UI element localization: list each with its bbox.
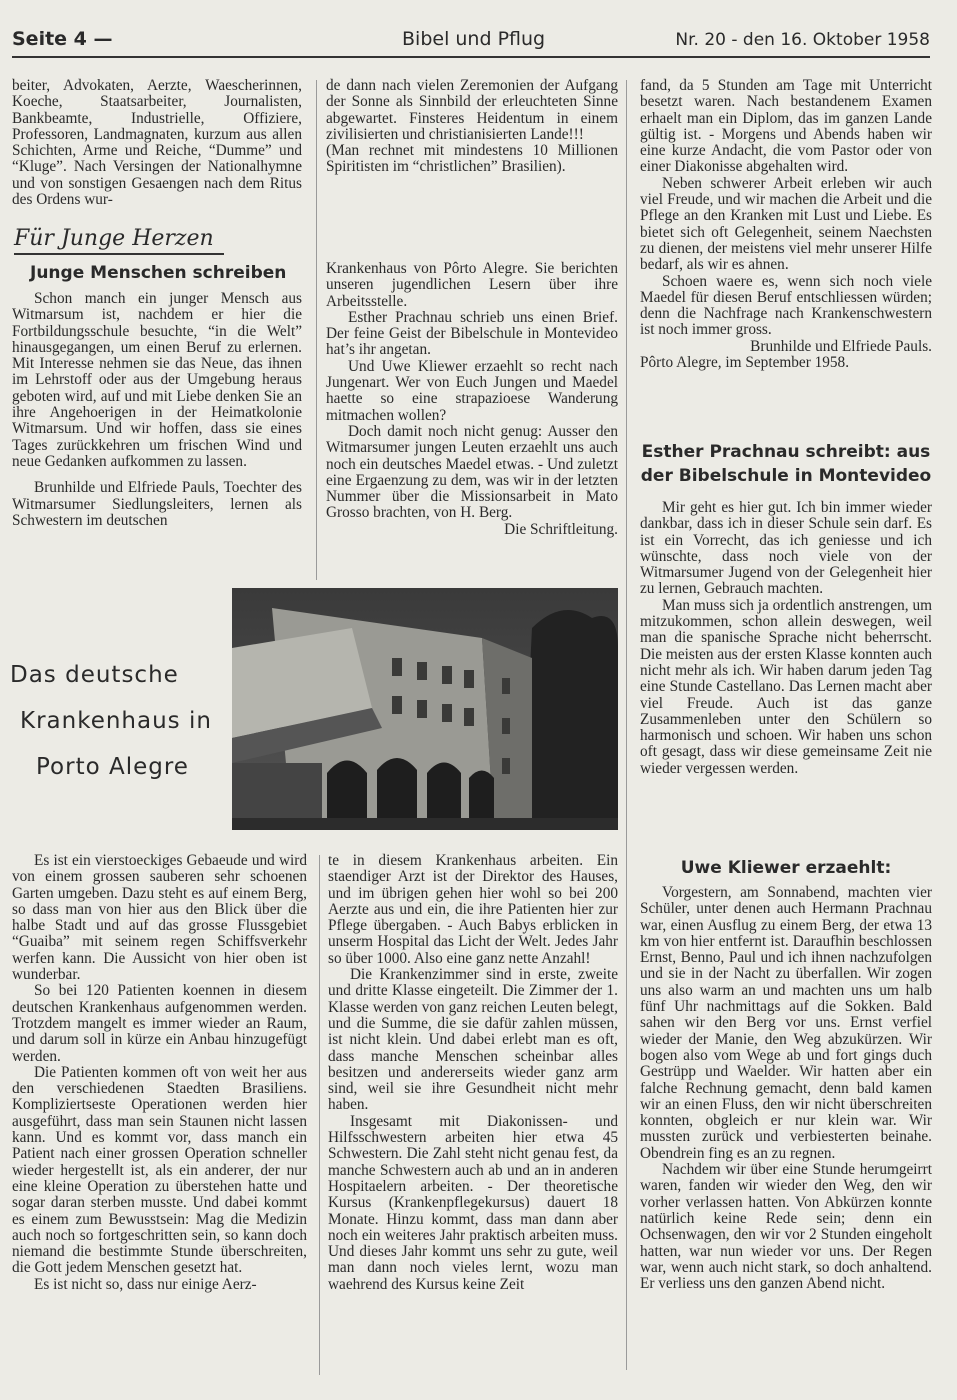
junge-col1-text: Schon manch ein junger Mensch aus Witmarsum ist, nachdem er hier die Fortbildungsschule besuchte, “in die Welt” hinausgegangen, um einen Beruf zu erlernen. Mit Interesse nehmen sie das Neue, das ihnen im Lehrstoff oder aus der Umgebung heraus geboten wird, auf und mit Liebe denken Sie an ihre Angehoerigen in der Heimatkolonie Witmarsum. Und wir hoffen, dass sie eines Tages zurückkehren um frischen Wind und neue Gedanken aufkommen zu lassen. Brunhilde und Elfriede Pauls, Toechter des Witmarsumer Siedlungsleiters, lernen als Schwestern im deutschen	[12, 290, 302, 529]
column-rule	[626, 80, 627, 1370]
column-rule	[319, 855, 320, 1375]
place-date: Pôrto Alegre, im September 1958.	[640, 354, 850, 372]
heading-junge-menschen: Junge Menschen schreiben	[30, 263, 287, 283]
esther-text: Mir geht es hier gut. Ich bin immer wieder dankbar, dass ich in dieser Schule sein darf. Es ist ein Vorrecht, das ich geniesse und ich wünschte, dass noch viele von der Witmarsumer Jugend von der Gelegenheit hier zu lernen, Gebrauch machten. Man muss sich ja ordentlich anstrengen, um mitzukommen, schon allein deswegen, weil man die spanische Sprache nicht beherrscht. Die meisten aus der ersten Klasse konnten auch nicht mehr als ich. Wir haben darum jeden Tag eine Stunde Castellano. Das Lernen macht aber viel Freude. Auch ist das ganze Zusammenleben unter den Schülern so harmonisch und schoen. Wir haben uns schon oft gesagt, dass wir diese gemeinsame Zeit nie wieder vergessen werden.	[640, 499, 932, 777]
uwe-text: Vorgestern, am Sonnabend, machten vier Schüler, unter denen auch Hermann Prachnau war, einen Ausflug zu einem Berg, der etwa 13 km von hier entfernt ist. Daraufhin beschlossen Ernst, Benno, Paul und ich ihnen nachzufolgen und sie in der Nacht zu überfallen. Wir zogen uns also warm an und machten uns um halb fünf Uhr nachmittags auf die Sokken. Bald sahen wir den Berg vor uns. Ernst verfiel wieder der Manie, den Weg abzukürzen. Wir bogen also vom Wege ab und fort gings duch Gestrüpp und Waelder. Wir hatten aber ein falche Rechnung gemacht, denn bald kamen wir an einen Fluss, den wir nicht überschreiten konnten, obgleich er nur klein war. Wir mussten zurück und verbiesterten beinahe. Obendrein fing es an zu regnen. Nachdem wir über eine Stunde herumgeirrt waren, fanden wir wieder den Weg, den wir vorher verlassen hatten. Von Abkürzen konnte natürlich keine Rede sein; denn ein Ochsenwagen, den wir vor 2 Stunden eingeholt hatten, war nun wieder vor uns. Der Regen war, wenn auch nicht stark, so doch anhaltend. Er verliess uns den ganzen Abend nicht.	[640, 884, 932, 1293]
editorial-signature: Die Schriftleitung.	[504, 520, 618, 538]
signature-pauls: Brunhilde und Elfriede Pauls.	[750, 337, 932, 355]
article-title-krankenhaus: Das deutsche Krankenhaus in Porto Alegre	[10, 662, 212, 780]
page-header	[12, 22, 930, 58]
hospital-col2-text: te in diesem Krankenhaus arbeiten. Ein staendiger Arzt ist der Direktor des Hauses, und im übrigen gehen hier wohl so bei 200 Aerzte aus und ein, die ihre Patienten hier zur Pflege übergaben. - Auch Babys erblicken in unserm Hospital das Licht der Welt. Jedes Jahr so über 1000. Also eine ganz nette Anzahl! Die Krankenzimmer sind in erste, zweite und dritte Klasse eingeteilt. Die Zimmer der 1. Klasse werden von ganz reichen Leuten belegt, und die Summe, die sie dafür zahlen müssen, ist nicht klein. Und dabei erlebt man es oft, dass manche Menschen scheinbar alles besitzen und andererseits wieder ganz arm sind, weil sie ihre Gesundheit nicht mehr haben. Insgesamt mit Diakonissen- und Hilfsschwestern arbeiten hier etwa 45 Schwestern. Die Zahl steht nicht genau fest, da manche Schwestern auch ab und an in anderen Hospitaelern arbeiten. - Der theoretische Kursus (Krankenpflegekursus) dauert 18 Monate. Hinzu kommt, dass man dann aber noch ein weiteres Jahr praktisch arbeiten muss. Und dieses Jahr kommt uns sehr zu gute, weil man dann noch vieles lernt, wozu man waehrend des Kursus keine Zeit	[328, 852, 618, 1293]
issue-date: Nr. 20 - den 16. Oktober 1958	[675, 30, 930, 50]
page-number: Seite 4 —	[12, 28, 113, 50]
heading-uwe-kliewer: Uwe Kliewer erzaehlt:	[680, 858, 892, 878]
publication-title: Bibel und Pflug	[402, 28, 546, 50]
heading-esther-prachnau: Esther Prachnau schreibt: aus der Bibelschule in Montevideo	[640, 442, 932, 486]
column-rule	[316, 80, 317, 580]
hospital-building-photo	[232, 588, 618, 830]
junge-col2-text: Krankenhaus von Pôrto Alegre. Sie berichten unseren jugendlichen Lesern über ihre Arbeitsstelle. Esther Prachnau schrieb uns einen Brief. Der feine Geist der Bibelschule in Montevideo hat’s ihr angetan. Und Uwe Kliewer erzaehlt so recht nach Jungenart. Wer von Euch Jungen und Maedel haette so eine strapazioese Wanderung mitmachen wollen? Doch damit noch nicht genug: Ausser den Witmarsumer jungen Leuten erzaehlt uns auch noch ein deutsches Maedel etwas. - Und zuletzt eine Ergaenzung zu dem, was wir in der letzten Nummer über die Missionsarbeit in Mato Grosso brachten, von H. Berg. Die Schriftleitung.	[326, 260, 618, 538]
hospital-col1-text: Es ist ein vierstoeckiges Gebaeude und wird von einem grossen sauberen sehr schoenen Garten umgeben. Dazu steht es auf einem Berg, so dass man von hier aus den Blick über die halbe Stadt und auf das grosse Flussgebiet “Guaiba” mit seinem regen Schiffsverkehr werfen kann. Die Aussicht von hier oben ist wunderbar. So bei 120 Patienten koennen in diesem deutschen Krankenhaus aufgenommen werden. Trotzdem mangelt es immer wieder an Raum, und darum soll in kürze ein Anbau hinzugefügt werden. Die Patienten kommen oft von weit her aus den verschiedenen Staedten Brasiliens. Kompliziertseste Operationen werden hier ausgeführt, dass man sein Staunen nicht lassen kann. Und es kommt vor, dass manch ein Patient nach einer grossen Operation schneller wieder hergestellt ist, als ein anderer, der nur eine kleine Operation zu überstehen hatte und sogar daran sterben musste. Und dabei kommt es einem zum Bewusstsein: Mag die Medizin auch noch so fortgeschritten sein, so kann doch niemand die bestimmte Stunde überschreiten, die Gott jedem Menschen gesetzt hat. Es ist nicht so, dass nur einige Aerz-	[12, 852, 307, 1293]
col2-continued-text: de dann nach vielen Zeremonien der Aufgang der Sonne als Sinnbild der erleuchteten Sinne abgewartet. Finsteres Heidentum in einem zivilisierten und christianisierten Lande!!! (Man rechnet mit mindestens 10 Millionen Spiritisten im “christlichen” Brasilien).	[326, 77, 618, 176]
col3-continued-text: fand, da 5 Stunden am Tage mit Unterricht besetzt waren. Nach bestandenem Examen erhaelt man ein Diplom, das im ganzen Lande gültig ist. - Morgens und Abends haben wir eine kurze Andacht, die vom Pastor oder von einer Diakonisse abgehalten wird. Neben schwerer Arbeit erleben wir auch viel Freude, und wir machen die Arbeit und die Pflege an den Kranken mit Lust und Liebe. Es bietet sich oft Gelegenheit, seinem Naechsten zu dienen, der meistens viel mehr unserer Hilfe bedarf, als wir es ahnen. Schoen waere es, wenn sich noch viele Maedel für diesen Beruf entschliessen würden; denn die Nachfrage nach Krankenschwestern ist noch immer gross. Brunhilde und Elfriede Pauls. Pôrto Alegre, im September 1958.	[640, 77, 932, 372]
col1-continued-text: beiter, Advokaten, Aerzte, Waescherinnen, Koeche, Staatsarbeiter, Journalisten, Bankbeamte, Industrielle, Offiziere, Professoren, Landmagnaten, kurzum aus allen Schichten, Arme und Reiche, “Dumme” und “Kluge”. Nach Versingen der Nationalhymne und von sonstigen Gesaengen nach dem Ritus des Ordens wur-	[12, 77, 302, 209]
section-title-fuer-junge-herzen: Für Junge Herzen	[14, 226, 224, 255]
